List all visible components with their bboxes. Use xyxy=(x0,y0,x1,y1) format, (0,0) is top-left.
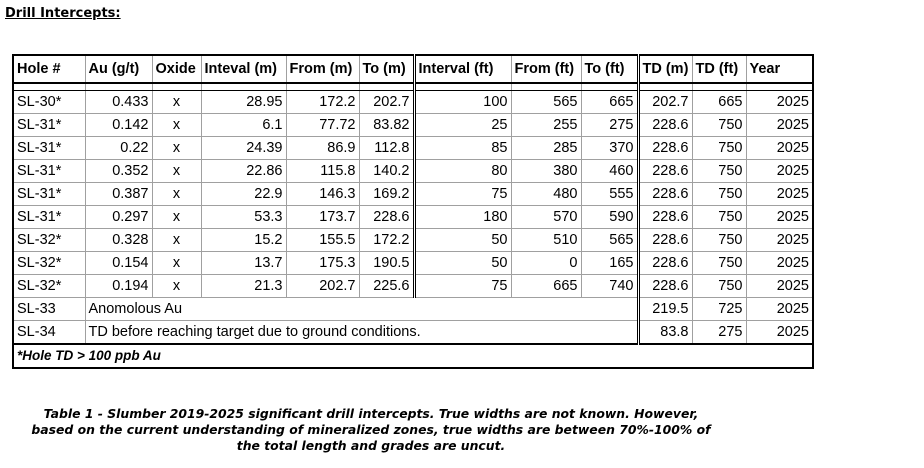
table-cell: 75 xyxy=(414,275,511,298)
table-cell: 750 xyxy=(692,229,746,252)
table-cell: 2025 xyxy=(746,160,813,183)
table-cell: 24.39 xyxy=(201,137,286,160)
spacer-cell xyxy=(638,83,692,91)
table-cell: 750 xyxy=(692,206,746,229)
table-cell: 228.6 xyxy=(638,229,692,252)
table-cell: 0.154 xyxy=(85,252,152,275)
note-cell: TD before reaching target due to ground conditions. xyxy=(85,321,638,345)
table-cell: 173.7 xyxy=(286,206,359,229)
table-cell: 460 xyxy=(581,160,638,183)
table-cell: 0.328 xyxy=(85,229,152,252)
table-cell: x xyxy=(152,252,201,275)
table-cell: 275 xyxy=(692,321,746,345)
table-cell: 285 xyxy=(511,137,581,160)
column-header: Hole # xyxy=(13,55,85,83)
table-cell: 13.7 xyxy=(201,252,286,275)
table-cell: SL-30* xyxy=(13,91,85,114)
table-cell: 83.8 xyxy=(638,321,692,345)
table-cell: SL-31* xyxy=(13,114,85,137)
table-cell: 565 xyxy=(511,91,581,114)
table-cell: 750 xyxy=(692,275,746,298)
spacer-cell xyxy=(85,83,152,91)
table-cell: 665 xyxy=(692,91,746,114)
table-cell: 0.387 xyxy=(85,183,152,206)
table-header-row xyxy=(13,55,813,83)
table-cell: 570 xyxy=(511,206,581,229)
column-header: Inteval (m) xyxy=(201,55,286,83)
table-cell: 555 xyxy=(581,183,638,206)
table-cell: SL-34 xyxy=(13,321,85,345)
table-cell: 219.5 xyxy=(638,298,692,321)
table-row xyxy=(13,275,813,298)
table-cell: 228.6 xyxy=(638,206,692,229)
intercepts-table xyxy=(12,54,814,369)
table-cell: 6.1 xyxy=(201,114,286,137)
spacer-cell xyxy=(414,83,511,91)
column-header: From (ft) xyxy=(511,55,581,83)
table-cell: 169.2 xyxy=(359,183,414,206)
table-cell: 255 xyxy=(511,114,581,137)
caption-line: Table 1 - Slumber 2019-2025 significant drill intercepts. True widths are not known. However, xyxy=(43,406,699,421)
table-cell: 665 xyxy=(581,91,638,114)
table-cell: x xyxy=(152,160,201,183)
table-cell: SL-31* xyxy=(13,206,85,229)
table-cell: x xyxy=(152,206,201,229)
table-cell: 225.6 xyxy=(359,275,414,298)
column-header: TD (m) xyxy=(638,55,692,83)
table-cell: SL-31* xyxy=(13,183,85,206)
table-cell: 0.433 xyxy=(85,91,152,114)
table-cell: 2025 xyxy=(746,275,813,298)
table-cell: x xyxy=(152,137,201,160)
table-cell: 83.82 xyxy=(359,114,414,137)
table-cell: 175.3 xyxy=(286,252,359,275)
table-cell: 53.3 xyxy=(201,206,286,229)
table-cell: 202.7 xyxy=(359,91,414,114)
table-cell: 21.3 xyxy=(201,275,286,298)
table-cell: 165 xyxy=(581,252,638,275)
table-cell: 0.142 xyxy=(85,114,152,137)
table-cell: 2025 xyxy=(746,229,813,252)
table-cell: 275 xyxy=(581,114,638,137)
table-cell: 50 xyxy=(414,252,511,275)
column-header: To (ft) xyxy=(581,55,638,83)
table-row xyxy=(13,206,813,229)
table-cell: 590 xyxy=(581,206,638,229)
table-cell: 0.297 xyxy=(85,206,152,229)
column-header: TD (ft) xyxy=(692,55,746,83)
table-cell: 228.6 xyxy=(638,183,692,206)
table-cell: SL-31* xyxy=(13,160,85,183)
table-cell: 750 xyxy=(692,114,746,137)
table-cell: 2025 xyxy=(746,206,813,229)
spacer-cell xyxy=(13,83,85,91)
table-cell: 2025 xyxy=(746,183,813,206)
table-cell: SL-32* xyxy=(13,275,85,298)
column-header: Year xyxy=(746,55,813,83)
table-cell: 725 xyxy=(692,298,746,321)
table-cell: 28.95 xyxy=(201,91,286,114)
table-cell: x xyxy=(152,275,201,298)
table-row xyxy=(13,91,813,114)
table-cell: 77.72 xyxy=(286,114,359,137)
table-cell: 2025 xyxy=(746,137,813,160)
spacer-cell xyxy=(201,83,286,91)
note-cell: Anomolous Au xyxy=(85,298,638,321)
table-cell: 665 xyxy=(511,275,581,298)
spacer-cell xyxy=(152,83,201,91)
table-cell: 100 xyxy=(414,91,511,114)
table-cell: 510 xyxy=(511,229,581,252)
table-cell: 112.8 xyxy=(359,137,414,160)
table-row xyxy=(13,160,813,183)
spacer-cell xyxy=(692,83,746,91)
table-cell: 480 xyxy=(511,183,581,206)
table-cell: 202.7 xyxy=(638,91,692,114)
spacer-cell xyxy=(511,83,581,91)
spacer-cell xyxy=(581,83,638,91)
table-cell: 202.7 xyxy=(286,275,359,298)
footnote-row xyxy=(13,344,813,368)
table-cell: x xyxy=(152,114,201,137)
table-cell: 86.9 xyxy=(286,137,359,160)
table-cell: 228.6 xyxy=(638,252,692,275)
table-cell: 750 xyxy=(692,183,746,206)
table-row xyxy=(13,183,813,206)
spacer-cell xyxy=(746,83,813,91)
table-cell: 22.9 xyxy=(201,183,286,206)
table-cell: 2025 xyxy=(746,114,813,137)
table-caption xyxy=(6,406,736,454)
table-cell: 22.86 xyxy=(201,160,286,183)
table-cell: 0.194 xyxy=(85,275,152,298)
spacer-cell xyxy=(359,83,414,91)
table-cell: 2025 xyxy=(746,321,813,345)
table-cell: x xyxy=(152,91,201,114)
table-cell: 25 xyxy=(414,114,511,137)
table-cell: 2025 xyxy=(746,252,813,275)
table-cell: 75 xyxy=(414,183,511,206)
table-cell: 80 xyxy=(414,160,511,183)
caption-line: based on the current understanding of mineralized zones, true widths are between 70%-100% of xyxy=(31,422,711,437)
spacer-cell xyxy=(286,83,359,91)
column-header: To (m) xyxy=(359,55,414,83)
column-header: From (m) xyxy=(286,55,359,83)
table-cell: 85 xyxy=(414,137,511,160)
table-cell: x xyxy=(152,229,201,252)
table-cell: 155.5 xyxy=(286,229,359,252)
table-row xyxy=(13,252,813,275)
table-cell: x xyxy=(152,183,201,206)
column-header: Interval (ft) xyxy=(414,55,511,83)
table-cell: SL-32* xyxy=(13,252,85,275)
table-cell: SL-32* xyxy=(13,229,85,252)
table-cell: 15.2 xyxy=(201,229,286,252)
drill-intercepts-table xyxy=(12,54,812,369)
table-cell: 0.352 xyxy=(85,160,152,183)
table-cell: 750 xyxy=(692,137,746,160)
table-cell: 228.6 xyxy=(638,160,692,183)
table-cell: 50 xyxy=(414,229,511,252)
table-cell: 750 xyxy=(692,160,746,183)
table-row xyxy=(13,137,813,160)
table-cell: 370 xyxy=(581,137,638,160)
table-cell: 146.3 xyxy=(286,183,359,206)
footnote: *Hole TD > 100 ppb Au xyxy=(13,344,813,368)
table-row xyxy=(13,114,813,137)
table-cell: SL-33 xyxy=(13,298,85,321)
table-cell: 228.6 xyxy=(638,275,692,298)
table-cell: 228.6 xyxy=(359,206,414,229)
table-cell: 2025 xyxy=(746,298,813,321)
table-cell: SL-31* xyxy=(13,137,85,160)
caption-line: the total length and grades are uncut. xyxy=(236,438,506,453)
page-heading: Drill Intercepts: xyxy=(5,6,121,21)
table-cell: 140.2 xyxy=(359,160,414,183)
table-cell: 228.6 xyxy=(638,137,692,160)
table-cell: 740 xyxy=(581,275,638,298)
table-cell: 750 xyxy=(692,252,746,275)
column-header: Au (g/t) xyxy=(85,55,152,83)
table-cell: 180 xyxy=(414,206,511,229)
table-row xyxy=(13,298,813,321)
table-cell: 0.22 xyxy=(85,137,152,160)
table-row xyxy=(13,321,813,345)
table-cell: 380 xyxy=(511,160,581,183)
table-row xyxy=(13,229,813,252)
table-cell: 172.2 xyxy=(286,91,359,114)
table-cell: 115.8 xyxy=(286,160,359,183)
table-cell: 0 xyxy=(511,252,581,275)
spacer-row xyxy=(13,83,813,91)
table-cell: 2025 xyxy=(746,91,813,114)
column-header: Oxide xyxy=(152,55,201,83)
table-cell: 565 xyxy=(581,229,638,252)
table-cell: 228.6 xyxy=(638,114,692,137)
table-cell: 172.2 xyxy=(359,229,414,252)
table-cell: 190.5 xyxy=(359,252,414,275)
